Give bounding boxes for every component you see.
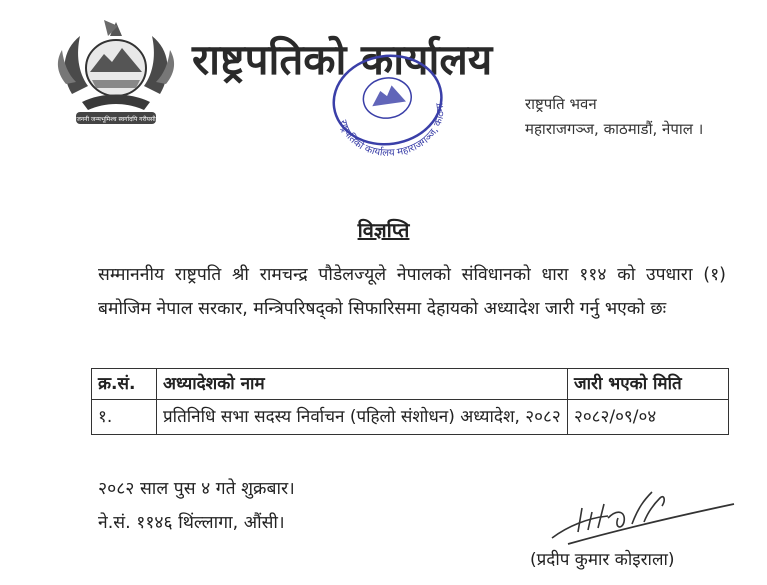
office-name: राष्ट्रपतिको कार्यालय bbox=[192, 35, 493, 84]
address-line-1: राष्ट्रपति भवन bbox=[525, 95, 597, 113]
stamp-text: राष्ट्रपतिको कार्यालय महाराजगञ्ज, काठमाडौं bbox=[336, 102, 447, 159]
emblem-motto: जननी जन्मभूमिश्च स्वर्गादपि गरीयसी bbox=[76, 116, 156, 123]
signer-name: (प्रदीप कुमार कोइराला) bbox=[530, 550, 675, 570]
date-line-bs: २०८२ साल पुस ४ गते शुक्रबार। bbox=[98, 479, 295, 499]
table-row bbox=[92, 400, 729, 435]
national-emblem-icon bbox=[52, 14, 180, 132]
header-ordinance-name: अध्यादेशको नाम bbox=[157, 369, 568, 400]
ordinance-table bbox=[91, 368, 729, 435]
notice-body: सम्माननीय राष्ट्रपति श्री रामचन्द्र पौडेलज्यूले नेपालको संविधानको धारा ११४ को उपधारा (१) बमोजिम नेपाल सरकार, मन्त्रिपरिषद्को सिफारिसमा देहायको अध्यादेश जारी गर्नु भएको छः bbox=[98, 265, 726, 319]
address-line-2: महाराजगञ्ज, काठमाडौं, नेपाल । bbox=[525, 120, 704, 138]
header-serial: क्र.सं. bbox=[92, 369, 157, 400]
cell-serial: १. bbox=[92, 400, 157, 435]
header-issue-date: जारी भएको मिति bbox=[568, 369, 729, 400]
cell-issue-date: २०८२/०९/०४ bbox=[568, 400, 729, 435]
table-header-row bbox=[92, 369, 729, 400]
date-line-ns: ने.सं. ११४६ थिंल्लागा, औंसी। bbox=[98, 513, 285, 533]
office-stamp-icon bbox=[318, 44, 458, 162]
cell-ordinance-name: प्रतिनिधि सभा सदस्य निर्वाचन (पहिलो संशोधन) अध्यादेश, २०८२ bbox=[157, 400, 568, 435]
notice-title: विज्ञप्ति bbox=[357, 218, 410, 242]
signature-icon bbox=[548, 478, 738, 550]
